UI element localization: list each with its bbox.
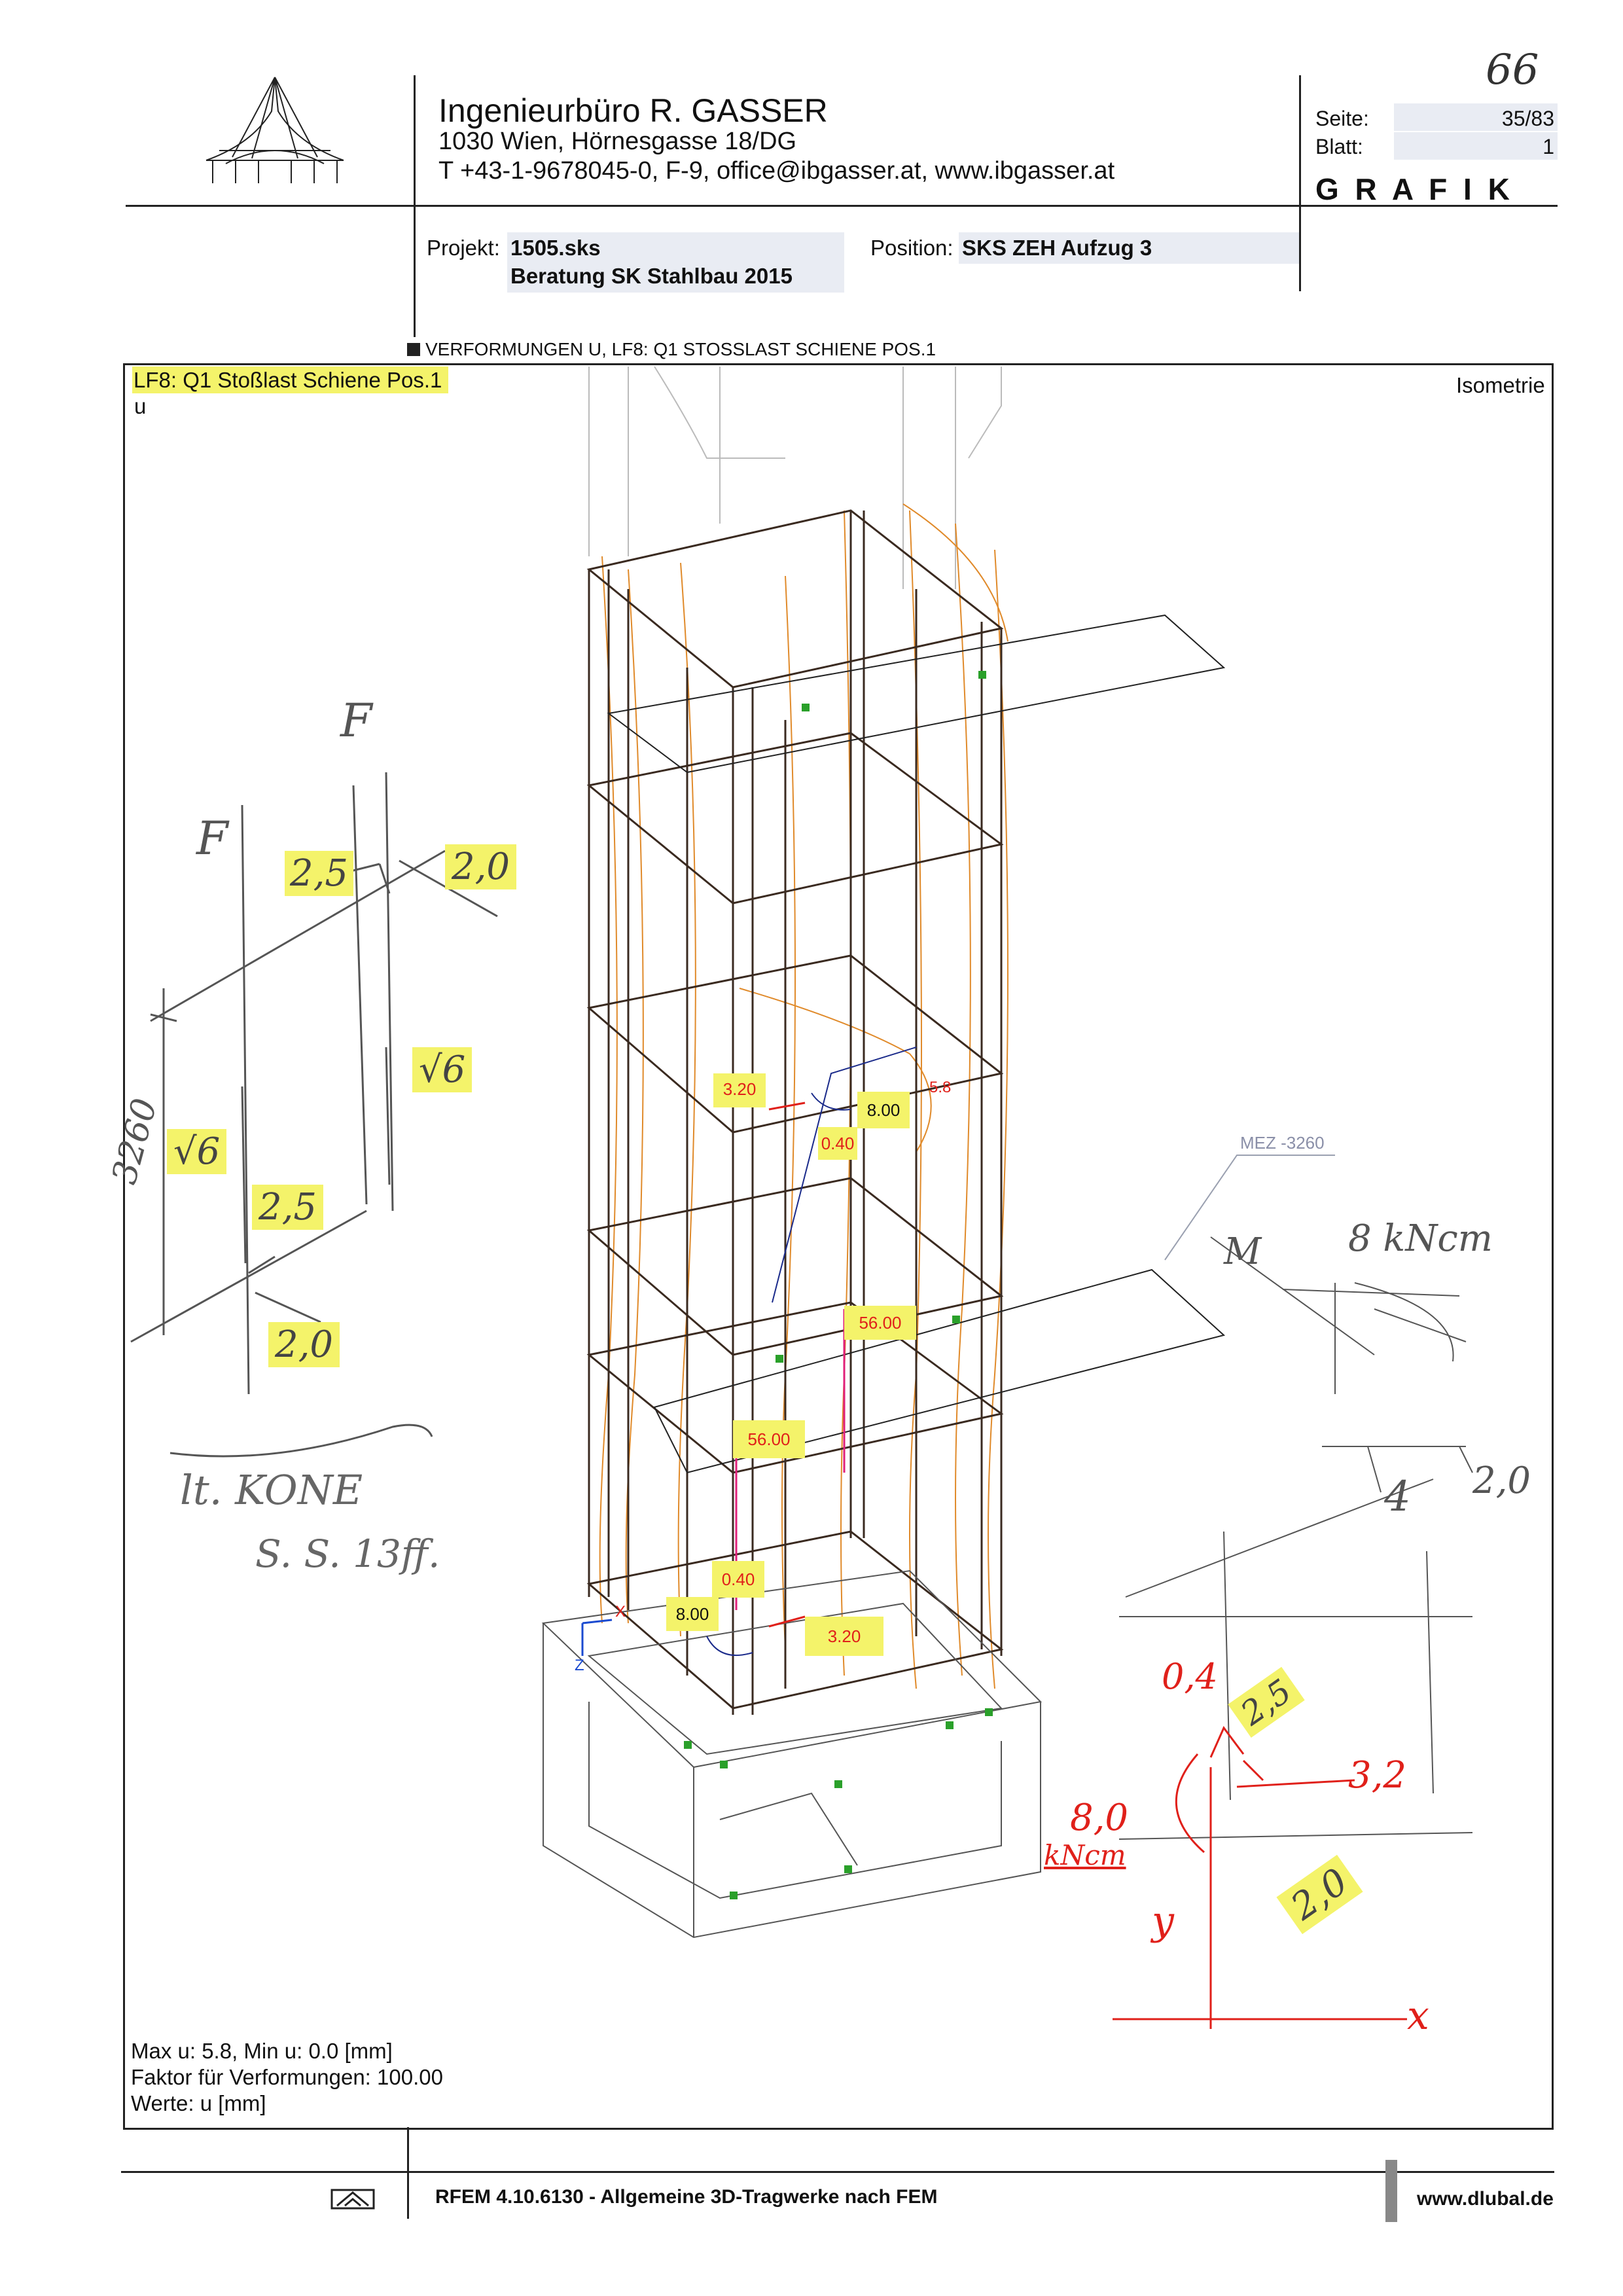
label-lower-8-00: 8.00 [666, 1597, 719, 1631]
hand-moment-M: M [1224, 1230, 1262, 1273]
hand-dim-3260: 3260 [105, 1094, 166, 1189]
hand-2-5-bottom: 2,5 [252, 1185, 323, 1230]
projekt-value: 1505.sks [510, 236, 601, 260]
label-upper-0-40: 0.40 [818, 1127, 857, 1160]
footer-rule [121, 2171, 1554, 2173]
projekt-subtitle: Beratung SK Stahlbau 2015 [510, 264, 793, 288]
footer-divider [407, 2127, 409, 2219]
result-symbol: u [134, 394, 147, 418]
firm-contact: T +43-1-9678045-0, F-9, office@ibgasser.at, www.ibgasser.at [438, 157, 1115, 185]
software-logo-icon [330, 2186, 376, 2212]
label-lower-0-40: 0.40 [712, 1561, 764, 1598]
hand-axis-y: y [1152, 1898, 1174, 1944]
label-upper-8-00: 8.00 [857, 1092, 910, 1128]
blatt-label: Blatt: [1315, 135, 1363, 158]
position-label: Position: [870, 236, 954, 260]
info-max-min: Max u: 5.8, Min u: 0.0 [mm] [131, 2039, 393, 2063]
hand-ref-line2: S. S. 13ff. [255, 1532, 440, 1576]
label-mid-56-b: 56.00 [733, 1420, 805, 1458]
hand-red-3-2: 3,2 [1348, 1754, 1407, 1797]
hand-red-kncm: kNcm [1044, 1839, 1126, 1871]
firm-name: Ingenieurbüro R. GASSER [438, 92, 828, 129]
axis-z-label: Z [575, 1657, 584, 1674]
hand-red-2-5: 2,5 [1228, 1667, 1304, 1738]
info-factor: Faktor für Verformungen: 100.00 [131, 2065, 443, 2089]
hand-axis-x: x [1407, 1993, 1429, 2039]
hand-red-0-4: 0,4 [1162, 1656, 1218, 1697]
hand-F-lower: F [196, 812, 228, 865]
label-mid-56-a: 56.00 [844, 1306, 916, 1340]
sheet-category: G R A F I K [1315, 172, 1514, 206]
seite-label: Seite: [1315, 107, 1369, 130]
hand-dim-2-0-right: 2,0 [1472, 1460, 1531, 1502]
label-upper-5-8: 5.8 [929, 1079, 952, 1096]
handwritten-page-number: 66 [1486, 46, 1539, 94]
hand-moment-8kncm: 8 kNcm [1348, 1217, 1493, 1260]
hand-red-8-0: 8,0 [1070, 1797, 1129, 1839]
section-title: VERFORMUNGEN U, LF8: Q1 STOSSLAST SCHIENE POS.1 [425, 339, 936, 359]
blatt-value: 1 [1543, 135, 1554, 158]
footer-website: www.dlubal.de [1417, 2188, 1554, 2210]
hand-v6-right: √6 [412, 1047, 472, 1092]
info-values: Werte: u [mm] [131, 2091, 266, 2115]
view-label: Isometrie [1456, 373, 1545, 397]
firm-address: 1030 Wien, Hörnesgasse 18/DG [438, 128, 797, 155]
software-name: RFEM 4.10.6130 - Allgemeine 3D-Tragwerke nach FEM [435, 2186, 938, 2208]
projekt-label: Projekt: [427, 236, 500, 260]
seite-value: 35/83 [1501, 107, 1554, 130]
hand-2-0-top: 2,0 [445, 844, 516, 889]
hand-F-upper: F [340, 694, 372, 747]
footer-bar [1385, 2160, 1397, 2222]
hand-2-0-bottom: 2,0 [268, 1322, 340, 1367]
axis-x-label: X [615, 1603, 626, 1621]
hand-dim-4: 4 [1384, 1473, 1411, 1521]
hand-2-5-top: 2,5 [285, 851, 353, 896]
hand-v6-left: √6 [167, 1129, 226, 1174]
label-upper-3-20: 3.20 [713, 1073, 766, 1107]
hand-ref-line1: lt. KONE [180, 1466, 363, 1514]
label-lower-3-20: 3.20 [805, 1617, 883, 1656]
hand-sketch-right [1119, 1237, 1472, 1839]
hand-red-2-0: 2,0 [1276, 1855, 1363, 1934]
load-case-highlight: LF8: Q1 Stoßlast Schiene Pos.1 [132, 367, 448, 393]
position-value: SKS ZEH Aufzug 3 [962, 236, 1152, 260]
mez-label: MEZ -3260 [1240, 1133, 1325, 1153]
